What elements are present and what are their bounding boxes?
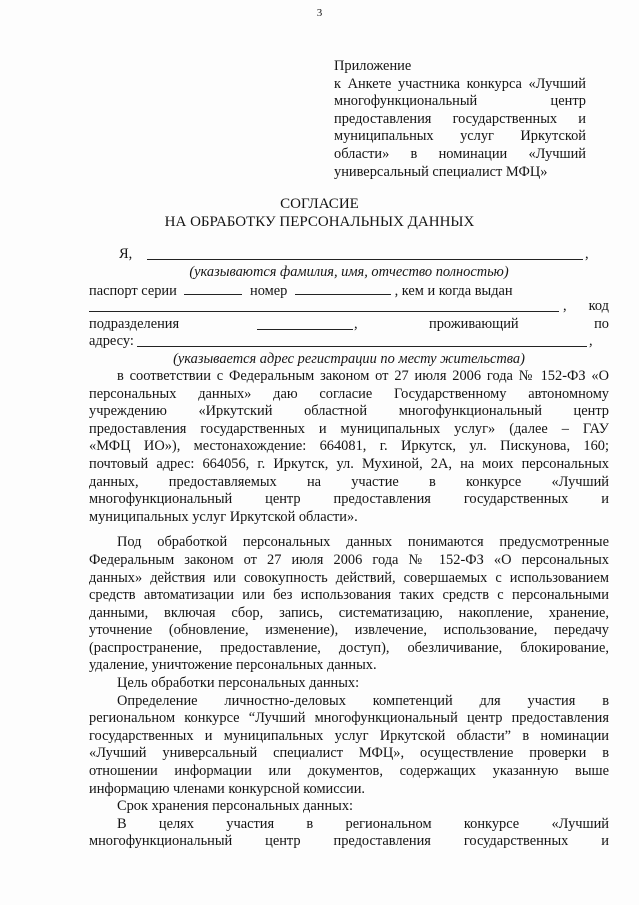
text-line: В целях участия в региональном конкурсе «Лучший (117, 815, 609, 832)
text-line: учреждению «Иркутский областной многофункциональный центр (89, 403, 609, 420)
text-line: муниципальных услуг Иркутской области». (89, 508, 358, 525)
address-comma: , (589, 333, 593, 350)
i-label: Я, (119, 246, 133, 262)
passport-number-field[interactable] (295, 281, 391, 295)
paragraph-processing (89, 534, 609, 675)
appendix-line: муниципальных услуг Иркутской (334, 128, 586, 145)
issued-line (89, 298, 609, 316)
subdivision-comma: , (354, 315, 358, 332)
address-hint: (указывается адрес регистрации по месту жительства) (173, 350, 525, 367)
issued-comma: , (563, 298, 567, 315)
text-line: региональном конкурсе “Лучший многофункциональный центр предоставления (89, 710, 609, 727)
appendix-line: предоставления государственных и (334, 110, 586, 127)
at-label: по (594, 315, 609, 332)
text-line: предоставления государственных и муниципальных услуг» (далее – ГАУ (89, 420, 609, 437)
address-field[interactable] (137, 333, 587, 347)
purpose-heading: Цель обработки персональных данных: (117, 675, 360, 692)
text-line: уточнение (обновление, изменение), извлечение, использование, передачу (89, 622, 609, 639)
text-line: информацию членами конкурсной комиссии. (89, 780, 366, 797)
fio-hint: (указываются фамилия, имя, отчество полностью) (189, 263, 509, 280)
code-label: код (588, 298, 609, 315)
appendix-line: области» в номинации «Лучший (334, 145, 586, 162)
passport-series-label: паспорт серии (89, 282, 177, 299)
text-line: Федеральным законом от 27 июля 2006 года № 152-ФЗ «О персональных (89, 551, 609, 568)
passport-number-label: номер (250, 282, 288, 299)
passport-line (89, 281, 609, 299)
appendix-line: универсальный специалист МФЦ» (334, 163, 548, 180)
subdivision-label: подразделения (89, 315, 180, 332)
subdivision-code-field[interactable] (257, 316, 353, 330)
address-label: адресу: (89, 333, 134, 350)
paragraph-consent (89, 368, 609, 526)
text-line: данными, включая сбор, запись, систематизацию, накопление, хранение, (89, 604, 609, 621)
paragraph-storage (89, 816, 609, 851)
issued-by-label: , кем и когда выдан (394, 282, 513, 299)
subdivision-line (89, 316, 609, 334)
text-line: в соответствии с Федеральным законом от 27 июля 2006 года № 152-ФЗ «О (117, 367, 609, 384)
text-line: данных» действия или совокупность действий, совершаемых с использованием (89, 569, 609, 586)
text-line: персональных данных» даю согласие Государственному автономному (89, 385, 609, 402)
text-line: «Лучший универсальный специалист МФЦ», осуществление проверки в (89, 745, 609, 762)
storage-heading: Срок хранения персональных данных: (117, 798, 354, 815)
appendix-line: многофункциональный центр (334, 93, 586, 110)
document-body (89, 246, 609, 851)
passport-series-field[interactable] (184, 281, 242, 295)
text-line: «МФЦ ИО»), местонахождение: 664081, г. Иркутск, ул. Пискунова, 160; (89, 438, 609, 455)
appendix-block (334, 58, 586, 181)
text-line: удаление, уничтожение персональных данных. (89, 657, 377, 674)
address-line (89, 333, 609, 351)
text-line: средств автоматизации или без использования таких средств с персональными (89, 587, 609, 604)
appendix-line: к Анкете участника конкурса «Лучший (334, 75, 586, 92)
text-line: данных, предоставляемых на участие в конкурсе «Лучший (89, 473, 609, 490)
text-line: многофункциональный центр предоставления государственных и (89, 833, 609, 850)
fio-field[interactable] (147, 246, 583, 260)
text-line: отношении информации или документов, содержащих указанную выше (89, 763, 609, 780)
paragraph-purpose (89, 693, 609, 799)
document-title (0, 195, 639, 231)
text-line: государственных и муниципальных услуг Иркутской области” в номинации (89, 727, 609, 744)
issued-by-field[interactable] (89, 298, 559, 312)
text-line: почтовый адрес: 664056, г. Иркутск, ул. Мухиной, 2А, на моих персональных (89, 455, 609, 472)
appendix-line: Приложение (334, 58, 412, 74)
title-line: НА ОБРАБОТКУ ПЕРСОНАЛЬНЫХ ДАННЫХ (164, 214, 475, 230)
text-line: Под обработкой персональных данных понимаются предусмотренные (117, 534, 609, 551)
title-line: СОГЛАСИЕ (280, 196, 359, 212)
page-number: 3 (316, 7, 323, 19)
fio-comma: , (585, 246, 589, 262)
text-line: многофункциональный центр предоставления государственных и (89, 491, 609, 508)
fio-line (89, 246, 609, 264)
living-label: проживающий (429, 315, 519, 332)
text-line: (распространение, предоставление, доступ), обезличивание, блокирование, (89, 639, 609, 656)
text-line: Определение личностно-деловых компетенций для участия в (117, 692, 609, 709)
